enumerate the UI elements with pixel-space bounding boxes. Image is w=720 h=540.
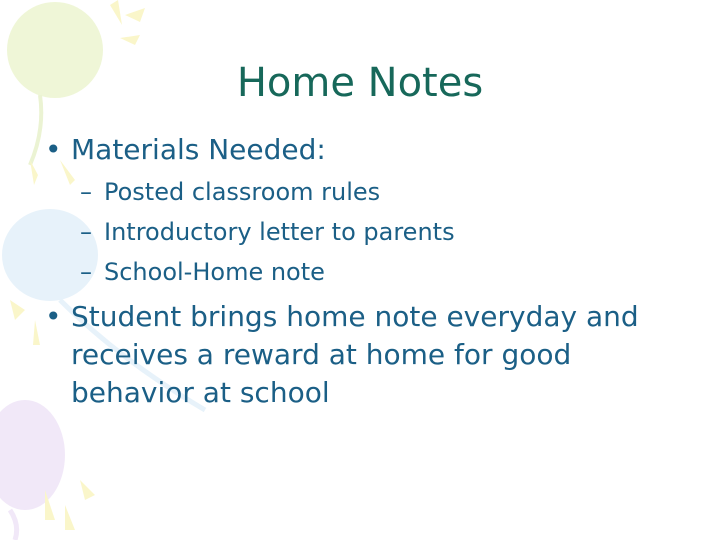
bullet-text: Materials Needed:	[71, 133, 326, 166]
dash-icon: –	[80, 218, 92, 246]
bullet-icon: •	[45, 300, 62, 333]
dash-icon: –	[80, 258, 92, 286]
bullet-student	[45, 298, 665, 412]
bullet-icon: •	[45, 133, 62, 166]
sub-bullet	[80, 217, 455, 247]
bullet-text: Student brings home note everyday and receives a reward at home for good behavior at school	[71, 300, 639, 409]
sub-bullet-text: Introductory letter to parents	[104, 218, 455, 246]
sub-bullet	[80, 177, 380, 207]
slide-title: Home Notes	[236, 60, 484, 106]
purple-balloon	[0, 400, 65, 510]
dash-icon: –	[80, 178, 92, 206]
sub-bullet-text: School-Home note	[104, 258, 325, 286]
sub-bullet-text: Posted classroom rules	[104, 178, 381, 206]
sub-bullet	[80, 257, 325, 287]
bullet-materials	[45, 131, 685, 169]
